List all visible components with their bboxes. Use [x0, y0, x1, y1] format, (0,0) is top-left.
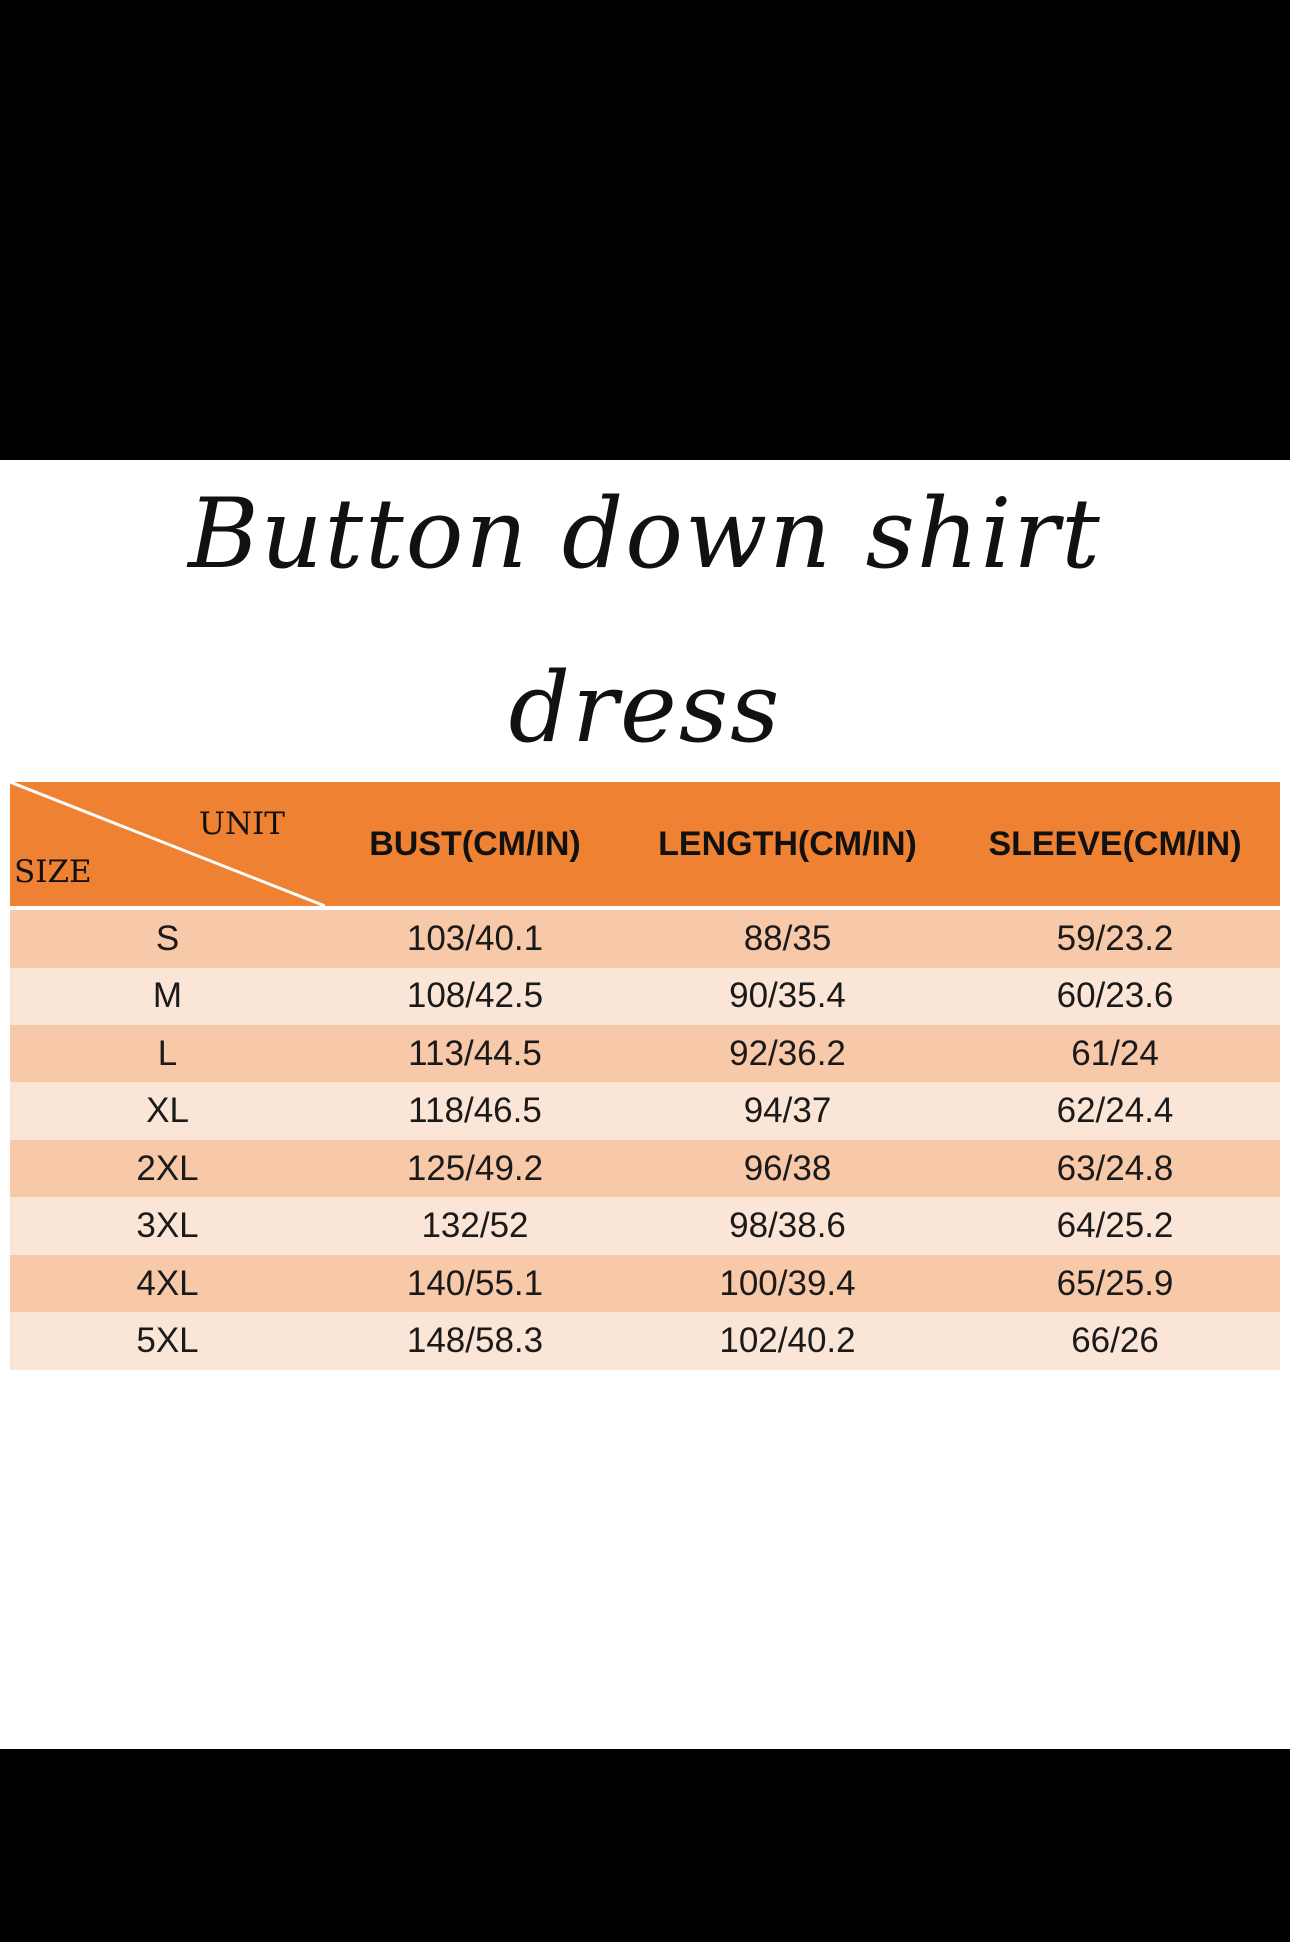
bust-cell: 118/46.5 — [408, 1091, 542, 1131]
size-cell: 2XL — [136, 1148, 199, 1188]
bust-cell: 113/44.5 — [408, 1033, 542, 1073]
length-cell: 98/38.6 — [729, 1206, 846, 1246]
corner-header-cell — [10, 782, 325, 906]
sleeve-cell: 64/25.2 — [1056, 1206, 1174, 1246]
table-header-row — [10, 782, 1280, 906]
size-cell: XL — [146, 1091, 189, 1131]
size-cell: 3XL — [136, 1206, 199, 1246]
length-cell: 100/39.4 — [719, 1263, 856, 1303]
column-header-bust: BUST(CM/IN) — [369, 824, 581, 863]
sleeve-cell: 65/25.9 — [1056, 1263, 1174, 1303]
size-cell: M — [152, 976, 183, 1016]
table-row — [10, 1082, 1280, 1139]
bottom-black-bar — [0, 1749, 1290, 1942]
size-cell: 4XL — [136, 1263, 199, 1303]
title-line-1: Button down shirt — [188, 478, 1102, 590]
bust-cell: 103/40.1 — [406, 918, 544, 958]
table-row — [10, 968, 1280, 1025]
sleeve-cell: 63/24.8 — [1056, 1148, 1174, 1188]
bust-cell: 148/58.3 — [406, 1321, 544, 1361]
length-cell: 92/36.2 — [729, 1033, 846, 1073]
column-header-sleeve: SLEEVE(CM/IN) — [988, 824, 1242, 863]
size-table — [10, 782, 1280, 1370]
size-cell: S — [155, 918, 180, 958]
table-row — [10, 1197, 1280, 1254]
length-cell: 88/35 — [743, 918, 832, 958]
length-cell: 90/35.4 — [729, 976, 846, 1016]
sleeve-cell: 61/24 — [1071, 1033, 1159, 1073]
table-row — [10, 1312, 1280, 1370]
title-line-2: dress — [508, 652, 782, 764]
bust-cell: 132/52 — [421, 1206, 529, 1246]
length-cell: 94/37 — [743, 1091, 832, 1131]
unit-label: UNIT — [198, 806, 285, 842]
table-row — [10, 1140, 1280, 1197]
top-black-bar — [0, 0, 1290, 460]
table-row — [10, 1025, 1280, 1082]
sleeve-cell: 62/24.4 — [1056, 1091, 1174, 1131]
size-cell: L — [157, 1033, 178, 1073]
sleeve-cell: 59/23.2 — [1056, 918, 1174, 958]
size-cell: 5XL — [136, 1321, 199, 1361]
sleeve-cell: 66/26 — [1071, 1321, 1159, 1361]
sleeve-cell: 60/23.6 — [1056, 976, 1174, 1016]
size-label: SIZE — [14, 854, 92, 890]
length-cell: 102/40.2 — [719, 1321, 856, 1361]
table-row — [10, 1255, 1280, 1312]
bust-cell: 125/49.2 — [406, 1148, 544, 1188]
column-header-length: LENGTH(CM/IN) — [658, 824, 917, 863]
length-cell: 96/38 — [743, 1148, 832, 1188]
bust-cell: 108/42.5 — [406, 976, 544, 1016]
table-row — [10, 910, 1280, 967]
bust-cell: 140/55.1 — [406, 1263, 544, 1303]
